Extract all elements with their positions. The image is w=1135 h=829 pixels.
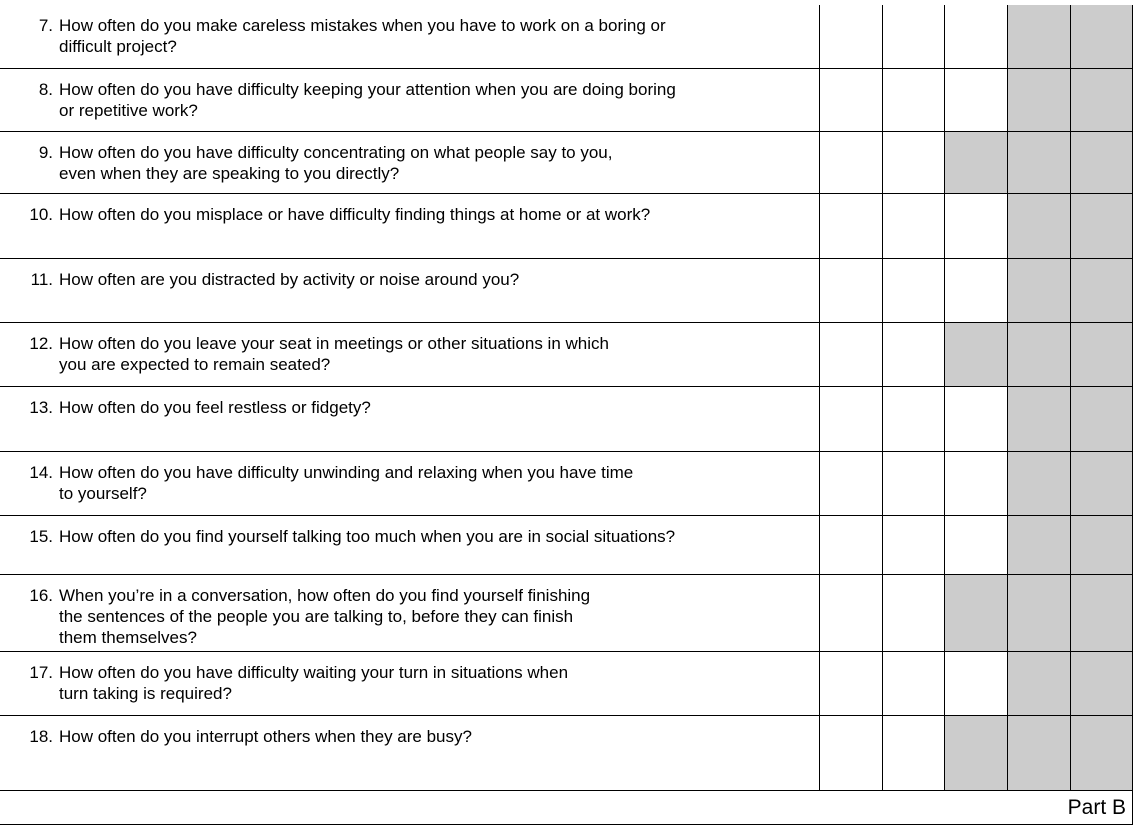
question-number: 9.: [38, 143, 53, 162]
question-row: [0, 5, 1133, 69]
question-row: [0, 652, 1133, 716]
answer-cell-shaded[interactable]: [1007, 259, 1070, 322]
question-row: [0, 516, 1133, 575]
answer-cell[interactable]: [819, 259, 882, 322]
answer-cell[interactable]: [944, 5, 1007, 68]
answer-cell-shaded[interactable]: [944, 323, 1007, 386]
question-row: [0, 716, 1133, 791]
question-row: [0, 575, 1133, 652]
answer-cell-shaded[interactable]: [1070, 516, 1133, 574]
question-text: How often do you interrupt others when they are busy?: [59, 727, 472, 746]
answer-cell-shaded[interactable]: [1070, 69, 1133, 131]
question-text: How often do you have difficulty keeping your attention when you are doing boring or repetitive work?: [59, 80, 676, 120]
answer-cell-shaded[interactable]: [1070, 323, 1133, 386]
answer-cell[interactable]: [944, 194, 1007, 258]
answer-cell[interactable]: [882, 5, 945, 68]
answer-cell-shaded[interactable]: [1007, 516, 1070, 574]
question-row: [0, 452, 1133, 516]
question-number: 18.: [29, 727, 53, 746]
answer-cell-shaded[interactable]: [1070, 194, 1133, 258]
answer-cell[interactable]: [819, 69, 882, 131]
answer-cell-shaded[interactable]: [1007, 5, 1070, 68]
answer-cell-shaded[interactable]: [1007, 716, 1070, 790]
answer-cell[interactable]: [882, 387, 945, 451]
question-text: How often are you distracted by activity or noise around you?: [59, 270, 520, 289]
answer-cell[interactable]: [882, 259, 945, 322]
answer-cell-shaded[interactable]: [944, 575, 1007, 651]
question-number: 17.: [29, 663, 53, 682]
question-text: How often do you have difficulty concentrating on what people say to you, even when they are speaking to you directly?: [59, 143, 613, 183]
answer-cell[interactable]: [944, 652, 1007, 715]
answer-cell-shaded[interactable]: [1070, 452, 1133, 515]
answer-cell-shaded[interactable]: [1007, 132, 1070, 193]
question-text: How often do you have difficulty waiting your turn in situations when turn taking is required?: [59, 663, 569, 703]
answer-cell[interactable]: [819, 5, 882, 68]
answer-cell-shaded[interactable]: [1007, 194, 1070, 258]
footer-right-rule: [1132, 791, 1133, 825]
answer-cell[interactable]: [944, 259, 1007, 322]
question-text: How often do you feel restless or fidgety?: [59, 398, 371, 417]
answer-cell-shaded[interactable]: [1070, 387, 1133, 451]
answer-cell-shaded[interactable]: [1070, 575, 1133, 651]
answer-cell-shaded[interactable]: [1070, 5, 1133, 68]
answer-cell-shaded[interactable]: [1007, 452, 1070, 515]
answer-cell-shaded[interactable]: [944, 716, 1007, 790]
answer-cell-shaded[interactable]: [1007, 387, 1070, 451]
answer-cell-shaded[interactable]: [1007, 69, 1070, 131]
answer-cell-shaded[interactable]: [944, 132, 1007, 193]
question-row: [0, 69, 1133, 132]
question-number: 8.: [38, 80, 53, 99]
answer-cell[interactable]: [944, 516, 1007, 574]
answer-cell[interactable]: [819, 452, 882, 515]
answer-cell-shaded[interactable]: [1070, 259, 1133, 322]
answer-cell-shaded[interactable]: [1070, 132, 1133, 193]
question-number: 13.: [29, 398, 53, 417]
answer-cell-shaded[interactable]: [1007, 575, 1070, 651]
question-text: How often do you have difficulty unwinding and relaxing when you have time to yourself?: [59, 463, 634, 503]
question-number: 12.: [29, 334, 53, 353]
answer-cell-shaded[interactable]: [1070, 716, 1133, 790]
answer-cell[interactable]: [819, 516, 882, 574]
answer-cell[interactable]: [819, 132, 882, 193]
answer-cell[interactable]: [882, 716, 945, 790]
question-number: 16.: [29, 586, 53, 605]
question-text: How often do you make careless mistakes when you have to work on a boring or difficult project?: [59, 16, 666, 56]
answer-cell[interactable]: [944, 387, 1007, 451]
answer-cell[interactable]: [819, 716, 882, 790]
answer-cell[interactable]: [882, 69, 945, 131]
question-number: 11.: [30, 270, 53, 289]
answer-cell[interactable]: [819, 652, 882, 715]
answer-cell-shaded[interactable]: [1007, 323, 1070, 386]
answer-cell[interactable]: [819, 387, 882, 451]
answer-cell[interactable]: [819, 323, 882, 386]
question-number: 15.: [29, 527, 53, 546]
question-row: [0, 323, 1133, 387]
footer-bar: [0, 791, 1133, 825]
question-text: How often do you leave your seat in meetings or other situations in which you are expected to remain seated?: [59, 334, 609, 374]
answer-cell-shaded[interactable]: [1070, 652, 1133, 715]
answer-cell[interactable]: [882, 323, 945, 386]
question-number: 10.: [29, 205, 53, 224]
answer-cell[interactable]: [882, 132, 945, 193]
question-row: [0, 132, 1133, 194]
question-row: [0, 387, 1133, 452]
question-text: How often do you find yourself talking too much when you are in social situations?: [59, 527, 676, 546]
answer-cell-shaded[interactable]: [1007, 652, 1070, 715]
answer-cell[interactable]: [944, 69, 1007, 131]
part-label: Part B: [1067, 796, 1126, 819]
question-text: How often do you misplace or have difficulty finding things at home or at work?: [59, 205, 651, 224]
question-text: When you’re in a conversation, how often do you find yourself finishing the sentences of the people you are talking to, before they can finish them themselves?: [59, 586, 591, 647]
answer-cell[interactable]: [882, 652, 945, 715]
answer-cell[interactable]: [882, 452, 945, 515]
question-number: 7.: [38, 16, 53, 35]
answer-cell[interactable]: [882, 194, 945, 258]
question-row: [0, 259, 1133, 323]
answer-cell[interactable]: [882, 575, 945, 651]
question-row: [0, 194, 1133, 259]
answer-cell[interactable]: [819, 575, 882, 651]
question-number: 14.: [29, 463, 53, 482]
answer-cell[interactable]: [944, 452, 1007, 515]
answer-cell[interactable]: [882, 516, 945, 574]
answer-cell[interactable]: [819, 194, 882, 258]
